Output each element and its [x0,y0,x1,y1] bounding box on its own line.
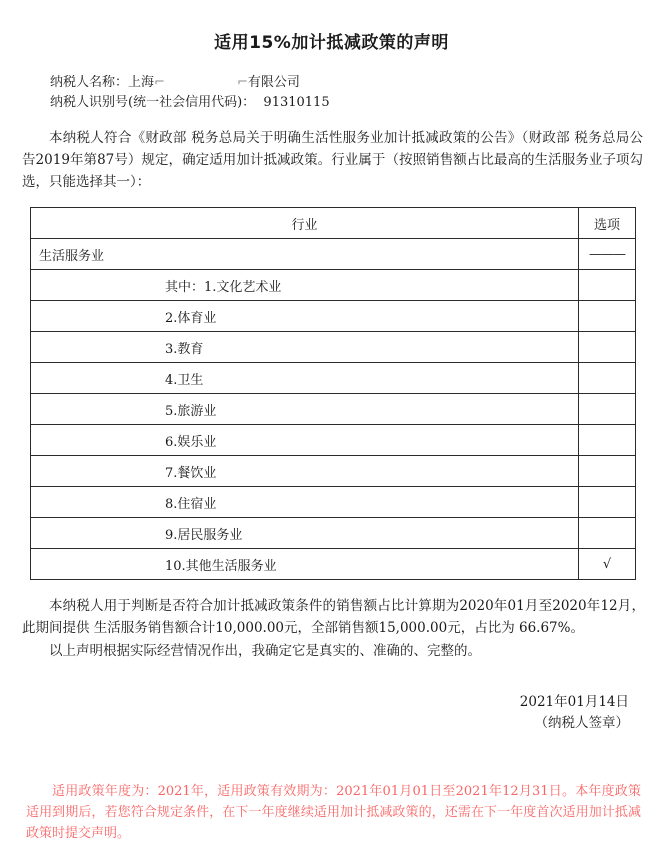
signature-date: 2021年01月14日 [519,694,629,710]
industry-cell: 2.体育业 [31,301,579,332]
industry-cell: 6.娱乐业 [31,425,579,456]
table-row[interactable] [31,394,636,425]
table-row[interactable] [31,518,636,549]
table-row[interactable] [31,332,636,363]
option-cell[interactable] [579,239,636,270]
taxpayer-id-label: 纳税人识别号(统一社会信用代码)： [50,95,256,110]
option-cell-checked[interactable] [579,549,636,580]
page-title: 适用15%加计抵减政策的声明 [214,33,449,53]
taxpayer-name-label: 纳税人名称： [50,75,129,90]
taxpayer-name-redaction-end: ⌐ [236,75,248,90]
table-row[interactable] [31,363,636,394]
table-row[interactable] [31,270,636,301]
table-row[interactable] [31,487,636,518]
taxpayer-name-redaction [165,77,237,88]
taxpayer-name-line [50,73,663,93]
column-header-option: 选项 [579,208,636,239]
taxpayer-info [0,73,663,113]
table-body [31,239,636,580]
table-row[interactable] [31,301,636,332]
signature-block [0,692,663,734]
table-row[interactable] [31,549,636,580]
option-cell[interactable] [579,332,636,363]
option-cell[interactable] [579,425,636,456]
option-cell[interactable] [579,518,636,549]
table-row[interactable] [31,425,636,456]
signature-seal-label: （纳税人签章） [534,715,629,731]
intro-paragraph: 本纳税人符合《财政部 税务总局关于明确生活性服务业加计抵减政策的公告》（财政部 税务总局公告2019年第87号）规定，确定适用加计抵减政策。行业属于（按照销售额占比最高的生活服务业子项勾选，只能选择其一）： [22,130,643,190]
table-row[interactable] [31,456,636,487]
taxpayer-name-prefix: 上海 [128,75,155,90]
table-row[interactable] [31,239,636,270]
taxpayer-id-line [50,93,663,113]
option-cell[interactable] [579,363,636,394]
industry-cell: 10.其他生活服务业 [31,549,579,580]
industry-cell: 4.卫生 [31,363,579,394]
option-cell[interactable] [579,301,636,332]
option-cell[interactable] [579,456,636,487]
option-cell[interactable] [579,270,636,301]
industry-cell: 7.餐饮业 [31,456,579,487]
industry-cell: 5.旅游业 [31,394,579,425]
option-value: ——— [589,246,625,262]
policy-notice: 适用政策年度为：2021年，适用政策有效期为：2021年01月01日至2021年12月31日。本年度政策适用到期后，若您符合规定条件，在下一年度继续适用加计抵减政策的，还需在下一年度首次适用加计抵减政策时提交声明。 [26,784,641,841]
industry-cell: 8.住宿业 [31,487,579,518]
taxpayer-name-suffix: 有限公司 [247,75,300,90]
check-icon: √ [602,556,612,572]
confirmation-paragraph: 以上声明根据实际经营情况作出，我确定它是真实的、准确的、完整的。 [49,643,481,659]
industry-cell: 生活服务业 [31,239,579,270]
stats-block [0,595,663,662]
table-header-row [31,208,636,239]
taxpayer-name-redaction-start: ⌐ [154,75,165,90]
industry-selection-table [30,207,636,580]
industry-cell: 3.教育 [31,332,579,363]
column-header-industry: 行业 [31,208,579,239]
taxpayer-id-value: 91310115 [263,95,330,110]
industry-cell: 其中：1.文化艺术业 [31,270,579,301]
option-cell[interactable] [579,394,636,425]
industry-cell: 9.居民服务业 [31,518,579,549]
option-cell[interactable] [579,487,636,518]
stats-paragraph: 本纳税人用于判断是否符合加计抵减政策条件的销售额占比计算期为2020年01月至2020年12月，此期间提供 生活服务销售额合计10,000.00元，全部销售额15,000.00元，占比为 66.67%。 [22,598,645,636]
